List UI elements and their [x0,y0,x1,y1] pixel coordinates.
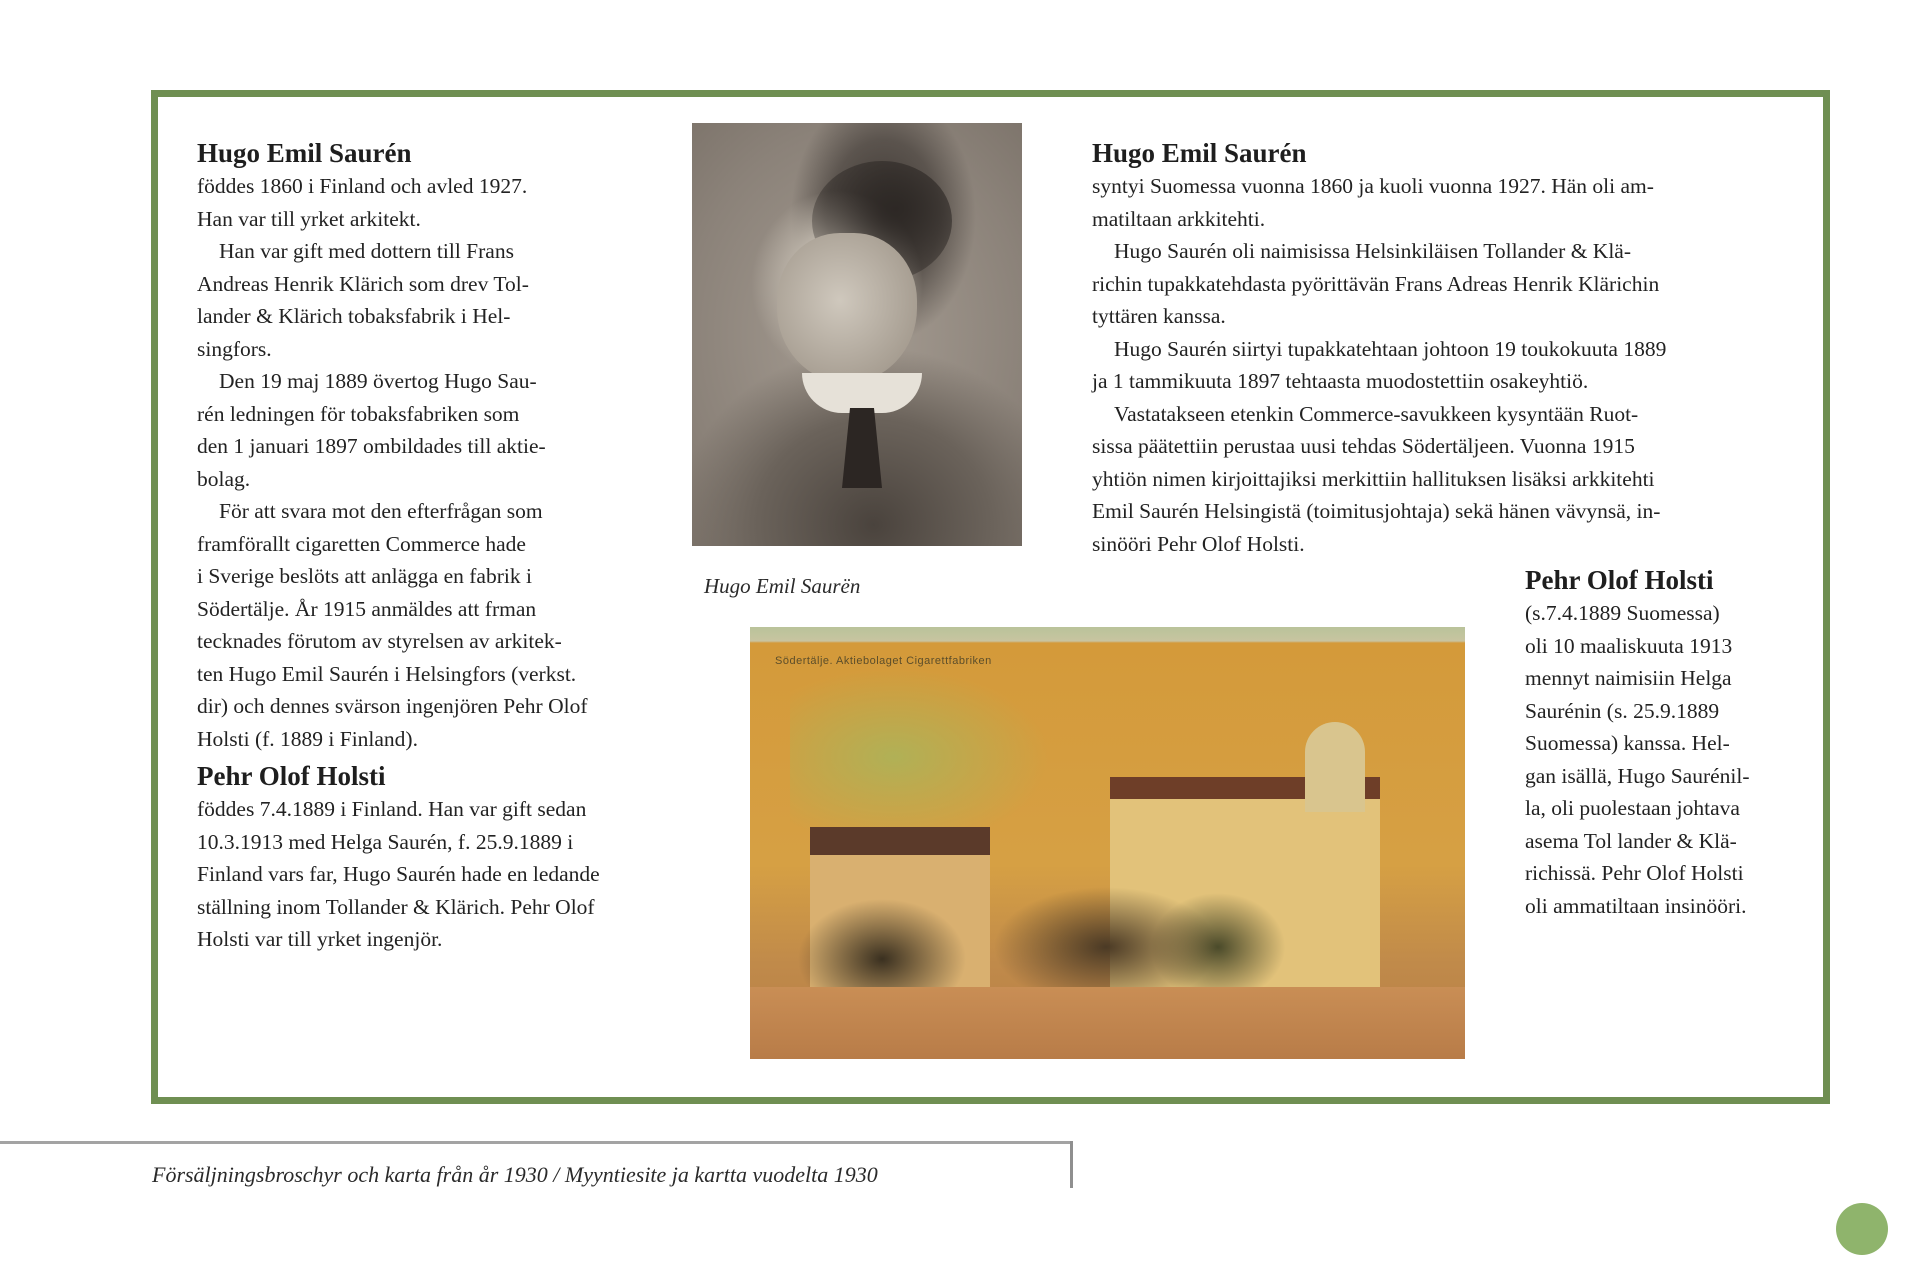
postcard-title: Södertälje. Aktiebolaget Cigarettfabriken [775,655,992,667]
finnish-pehr-line: (s.7.4.1889 Suomessa) [1525,601,1720,625]
finnish-hugo-heading: Hugo Emil Saurén [1092,138,1307,168]
swedish-pehr-line: 10.3.1913 med Helga Saurén, f. 25.9.1889 i [197,829,574,854]
portrait-face [777,233,917,383]
finnish-hugo-text [1092,170,1666,560]
swedish-hugo-line: lander & Klärich tobaksfabrik i Hel- [197,304,511,328]
finnish-hugo-line: richin tupakkatehdasta pyörittävän Frans Adreas Henrik Klärichin [1092,271,1660,296]
swedish-hugo-line: Andreas Henrik Klärich som drev Tol- [197,271,529,296]
swedish-hugo-line: ten Hugo Emil Saurén i Helsingfors (verkst. [197,661,577,686]
swedish-hugo-heading: Hugo Emil Saurén [197,138,412,168]
swedish-hugo-line: tecknades förutom av styrelsen av arkitek- [197,629,562,653]
swedish-hugo-line: Den 19 maj 1889 övertog Hugo Sau- [219,369,537,393]
swedish-hugo-line: Han var gift med dottern till Frans [219,239,514,263]
portrait-photo [692,123,1022,546]
swedish-pehr-line: ställning inom Tollander & Klärich. Pehr Olof [197,894,595,919]
finnish-pehr-line: mennyt naimisiin Helga [1525,666,1732,690]
swedish-hugo-line: Holsti (f. 1889 i Finland). [197,726,418,751]
footer-rule [0,1141,1073,1144]
factory-postcard-image [750,627,1465,1059]
finnish-pehr-line: oli ammatiltaan insinööri. [1525,893,1747,918]
finnish-pehr-text [1525,597,1750,922]
finnish-pehr-line: asema Tol lander & Klä- [1525,828,1737,853]
page-marker-dot-icon [1836,1203,1888,1255]
swedish-hugo-line: den 1 januari 1897 ombildades till aktie- [197,434,546,458]
finnish-pehr-line: Suomessa) kanssa. Hel- [1525,731,1730,755]
finnish-hugo-line: Emil Saurén Helsingistä (toimitusjohtaja) sekä hänen vävynsä, in- [1092,499,1661,523]
finnish-hugo-line: Hugo Saurén oli naimisissa Helsinkiläisen Tollander & Klä- [1114,239,1631,263]
swedish-hugo-line: föddes 1860 i Finland och avled 1927. [197,174,528,198]
swedish-hugo-line: Södertälje. År 1915 anmäldes att frman [197,596,537,621]
finnish-hugo-line: tyttären kanssa. [1092,304,1226,328]
finnish-hugo-line: matiltaan arkkitehti. [1092,206,1266,231]
swedish-hugo-line: Han var till yrket arkitekt. [197,206,421,231]
finnish-hugo-line: yhtiön nimen kirjoittajiksi merkittiin hallituksen lisäksi arkkitehti [1092,466,1655,491]
swedish-hugo-line: dir) och dennes svärson ingenjören Pehr Olof [197,694,588,718]
finnish-hugo-line: Vastatakseen etenkin Commerce-savukkeen kysyntään Ruot- [1114,401,1639,426]
finnish-hugo-line: sissa päätettiin perustaa uusi tehdas Södertäljeen. Vuonna 1915 [1092,434,1635,458]
swedish-pehr-heading: Pehr Olof Holsti [197,761,386,791]
footer-caption: Försäljningsbroschyr och karta från år 1930 / Myyntiesite ja kartta vuodelta 1930 [152,1162,878,1187]
postcard-road [750,987,1465,1059]
portrait-tie [842,408,882,488]
swedish-pehr-line: föddes 7.4.1889 i Finland. Han var gift sedan [197,797,587,821]
swedish-hugo-line: i Sverige beslöts att anlägga en fabrik i [197,564,532,588]
swedish-hugo-text [197,170,600,755]
finnish-pehr-heading: Pehr Olof Holsti [1525,565,1714,595]
footer-rule-end [1070,1141,1073,1188]
finnish-column [1092,136,1666,560]
postcard-sky [790,667,1050,847]
swedish-hugo-line: För att svara mot den efterfrågan som [219,499,543,523]
swedish-pehr-line: Holsti var till yrket ingenjör. [197,927,443,951]
finnish-pehr-column [1525,563,1750,922]
swedish-column [197,136,600,956]
swedish-pehr-text [197,793,600,956]
finnish-pehr-line: richissä. Pehr Olof Holsti [1525,861,1744,885]
finnish-pehr-line: gan isällä, Hugo Saurénil- [1525,763,1750,788]
swedish-hugo-line: framförallt cigaretten Commerce hade [197,531,526,556]
finnish-pehr-line: oli 10 maaliskuuta 1913 [1525,633,1733,658]
portrait-caption: Hugo Emil Saurën [704,574,861,598]
finnish-hugo-line: sinööri Pehr Olof Holsti. [1092,531,1305,556]
swedish-hugo-line: singfors. [197,336,272,361]
finnish-hugo-line: Hugo Saurén siirtyi tupakkatehtaan johtoon 19 toukokuuta 1889 [1114,336,1667,361]
swedish-hugo-line: bolag. [197,466,251,491]
postcard-tower [1305,722,1365,812]
portrait-collar [802,373,922,413]
swedish-hugo-line: rén ledningen för tobaksfabriken som [197,401,520,426]
finnish-pehr-line: Saurénin (s. 25.9.1889 [1525,698,1720,723]
finnish-hugo-line: syntyi Suomessa vuonna 1860 ja kuoli vuonna 1927. Hän oli am- [1092,174,1654,198]
swedish-pehr-line: Finland vars far, Hugo Saurén hade en ledande [197,862,600,886]
finnish-hugo-line: ja 1 tammikuuta 1897 tehtaasta muodostettiin osakeyhtiö. [1092,369,1589,393]
finnish-pehr-line: la, oli puolestaan johtava [1525,796,1740,820]
